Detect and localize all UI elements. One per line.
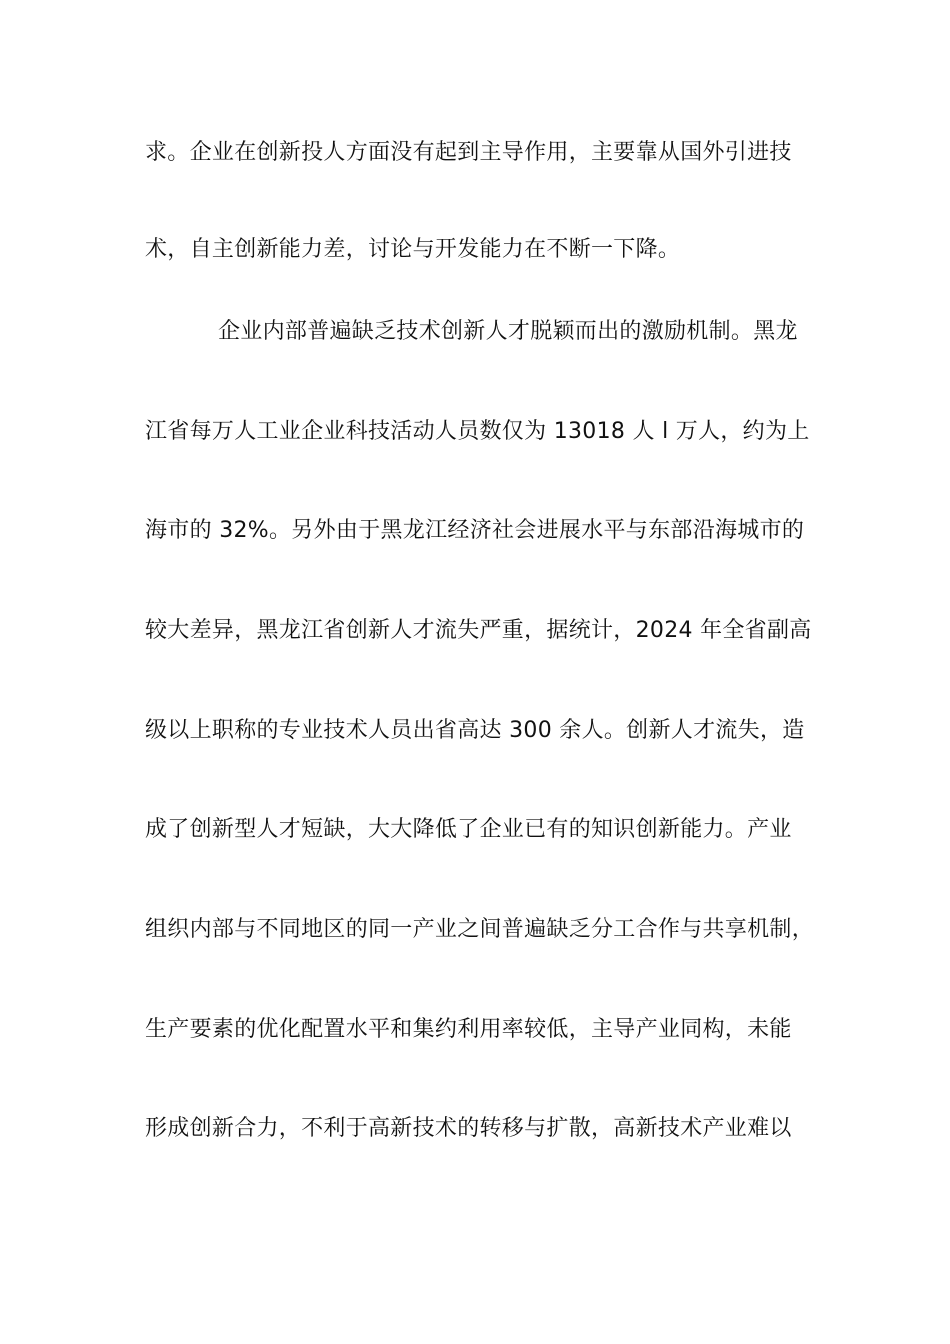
text-line-1: 求。企业在创新投人方面没有起到主导作用，主要靠从国外引进技 bbox=[145, 140, 792, 165]
text-line-5: 海市的 32%。另外由于黑龙江经济社会进展水平与东部沿海城市的 bbox=[145, 518, 805, 543]
paragraph-start-line: 企业内部普遍缺乏技术创新人才脱颖而出的激励机制。黑龙 bbox=[218, 319, 798, 344]
text-line-10: 生产要素的优化配置水平和集约利用率较低，主导产业同构，未能 bbox=[145, 1017, 792, 1042]
text-line-4: 江省每万人工业企业科技活动人员数仅为 13018 人 l 万人，约为上 bbox=[145, 419, 810, 444]
text-line-8: 成了创新型人才短缺，大大降低了企业已有的知识创新能力。产业 bbox=[145, 817, 792, 842]
text-line-9: 组织内部与不同地区的同一产业之间普遍缺乏分工合作与共享机制， bbox=[145, 917, 815, 942]
text-line-11: 形成创新合力，不利于高新技术的转移与扩散，高新技术产业难以 bbox=[145, 1116, 792, 1141]
text-line-2: 术，自主创新能力差，讨论与开发能力在不断一下降。 bbox=[145, 237, 681, 262]
text-line-6: 较大差异，黑龙江省创新人才流失严重，据统计，2024 年全省副高 bbox=[145, 618, 812, 643]
text-line-7: 级以上职称的专业技术人员出省高达 300 余人。创新人才流失，造 bbox=[145, 718, 805, 743]
